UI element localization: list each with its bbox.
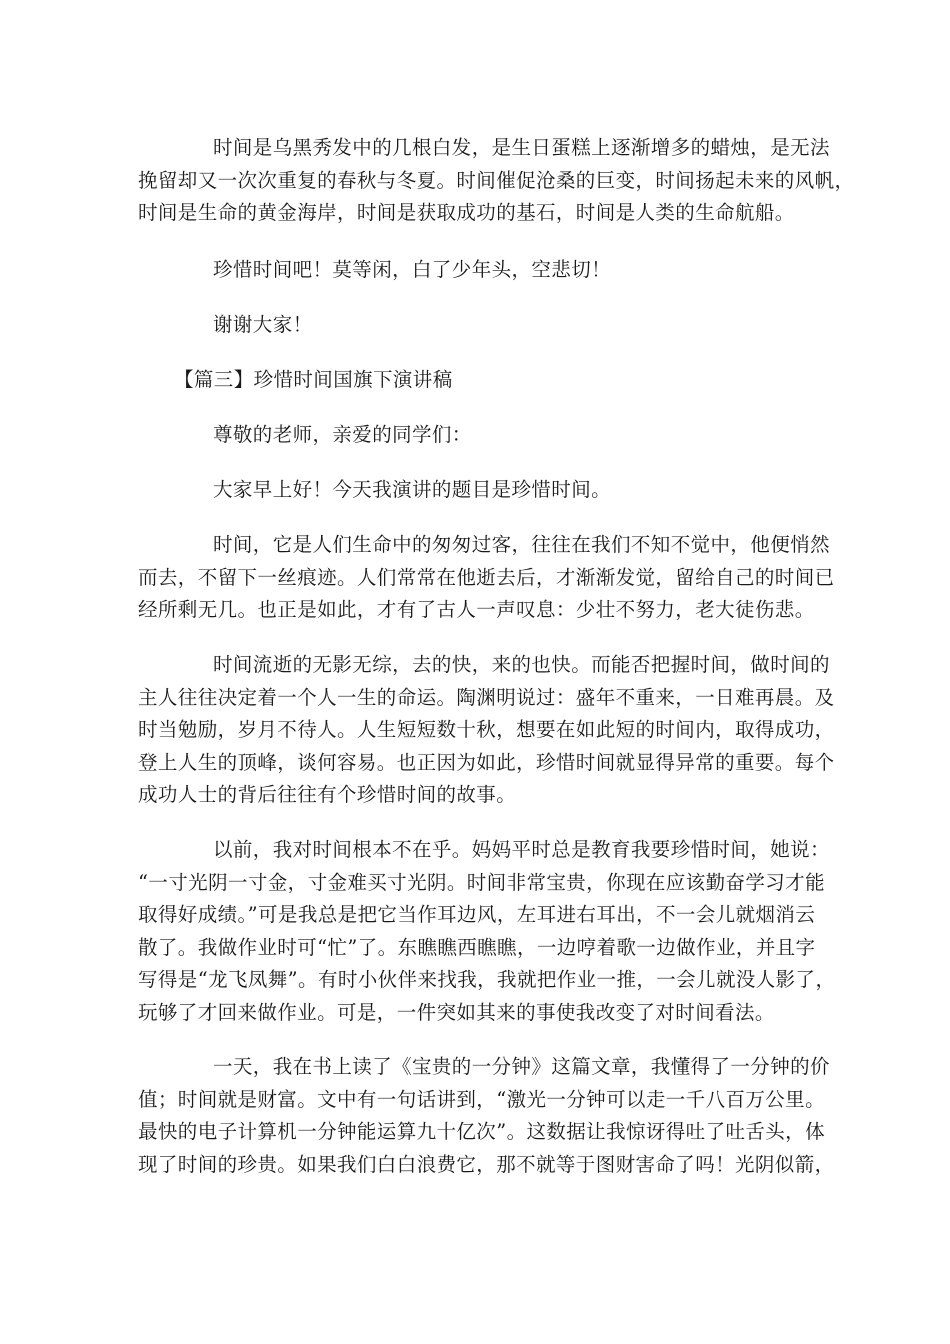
text-line: 一天，我在书上读了《宝贵的一分钟》这篇文章，我懂得了一分钟的价 <box>213 1055 830 1078</box>
text-line: 尊敬的老师，亲爱的同学们： <box>213 423 472 446</box>
paragraph-greeting <box>138 474 814 507</box>
paragraph-cherish-time <box>138 254 814 287</box>
text-line: “一寸光阴一寸金，寸金难买寸光阴。时间非常宝贵，你现在应该勤奋学习才能 <box>138 870 825 894</box>
text-line: 经所剩无几。也正是如此，才有了古人一声叹息：少壮不努力，老大徒伤悲。 <box>138 598 815 621</box>
text-line: 现了时间的珍贵。如果我们白白浪费它，那不就等于图财害命了吗！光阴似箭， <box>138 1152 835 1176</box>
paragraph-thanks <box>138 309 814 342</box>
text-line: 取得好成绩。”可是我总是把它当作耳边风，左耳进右耳出，不一会儿就烟消云 <box>138 903 816 926</box>
text-line: 珍惜时间吧！莫等闲，白了少年头，空悲切！ <box>213 258 612 281</box>
text-line: 登上人生的顶峰，谈何容易。也正因为如此，珍惜时间就显得异常的重要。每个 <box>138 750 835 774</box>
text-line: 时间是生命的黄金海岸，时间是获取成功的基石，时间是人类的生命航船。 <box>138 201 795 224</box>
text-line: 时间流逝的无影无综，去的快，来的也快。而能否把握时间，做时间的 <box>213 653 830 676</box>
text-line: 时当勉励，岁月不待人。人生短短数十秋，想要在如此短的时间内，取得成功， <box>138 718 835 741</box>
paragraph-previously <box>138 834 836 1029</box>
paragraph-one-day <box>138 1051 835 1181</box>
text-line: 时间是乌黑秀发中的几根白发，是生日蛋糕上逐渐增多的蜡烛，是无法 <box>213 136 830 159</box>
text-line: 玩够了才回来做作业。可是，一件突如其来的事使我改变了对时间看法。 <box>138 1000 775 1024</box>
paragraph-salutation <box>138 419 814 452</box>
text-line: 以前，我对时间根本不在乎。妈妈平时总是教育我要珍惜时间，她说： <box>213 838 830 861</box>
text-line: 成功人士的背后往往有个珍惜时间的故事。 <box>138 783 517 806</box>
paragraph-time-metaphor <box>138 132 855 230</box>
text-line: 最快的电子计算机一分钟能运算九十亿次”。这数据让我惊讶得吐了吐舌头，体 <box>138 1120 825 1143</box>
paragraph-time-passes <box>138 529 835 627</box>
text-line: 值；时间就是财富。文中有一句话讲到，“激光一分钟可以走一千八百万公里。 <box>138 1087 825 1111</box>
text-line: 挽留却又一次次重复的春秋与冬夏。时间催促沧桑的巨变，时间扬起未来的风帆， <box>138 168 855 192</box>
section-heading: 【篇三】珍惜时间国旗下演讲稿 <box>174 368 453 391</box>
text-line: 主人往往决定着一个人一生的命运。陶渊明说过：盛年不重来，一日难再晨。及 <box>138 685 835 709</box>
text-line: 写得是“龙飞凤舞”。有时小伙伴来找我，我就把作业一推，一会儿就没人影了， <box>138 968 836 991</box>
text-line: 时间，它是人们生命中的匆匆过客，往往在我们不知不觉中，他便悄然 <box>213 533 830 556</box>
text-line: 而去，不留下一丝痕迹。人们常常在他逝去后，才渐渐发觉，留给自己的时间已 <box>138 565 835 589</box>
text-line: 谢谢大家！ <box>213 313 313 336</box>
text-line: 大家早上好！今天我演讲的题目是珍惜时间。 <box>213 478 612 501</box>
paragraph-grasp-time <box>138 649 835 812</box>
text-line: 散了。我做作业时可“忙”了。东瞧瞧西瞧瞧，一边哼着歌一边做作业，并且字 <box>138 935 816 959</box>
